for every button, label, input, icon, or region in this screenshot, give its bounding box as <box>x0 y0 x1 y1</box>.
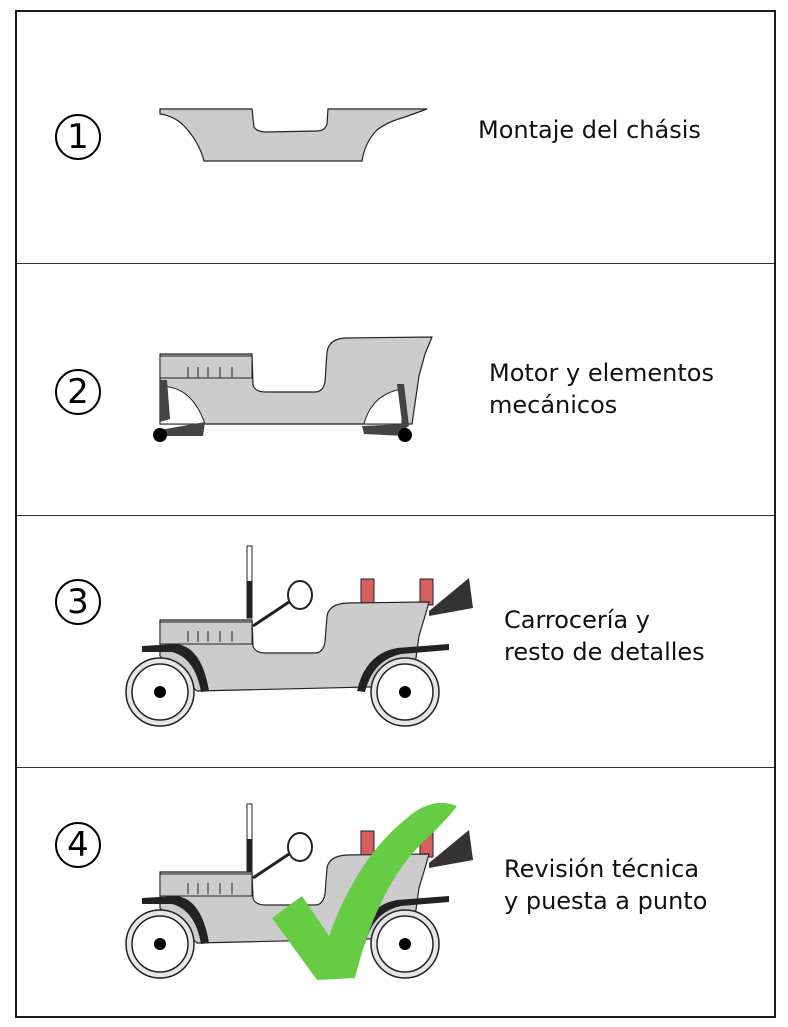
step-3-row <box>17 516 774 768</box>
step-3-number: 3 <box>55 579 101 625</box>
step-1-label-line-1: Montaje del chásis <box>478 116 701 144</box>
step-2-number: 2 <box>55 369 101 415</box>
step-2-row <box>17 264 774 516</box>
engine-chassis-icon <box>17 264 774 516</box>
step-3-label-line-2: resto de detalles <box>504 638 705 666</box>
step-2-label-line-1: Motor y elementos <box>489 359 714 387</box>
step-4-row <box>17 768 774 1018</box>
process-diagram <box>15 10 776 1018</box>
step-4-label-line-1: Revisión técnica <box>504 855 700 883</box>
step-2-label-line-2: mecánicos <box>489 391 618 419</box>
step-4-label-line-2: y puesta a punto <box>504 887 708 915</box>
step-4-number: 4 <box>55 822 101 868</box>
step-1-row <box>17 12 774 264</box>
step-3-label-line-1: Carrocería y <box>504 606 650 634</box>
step-1-number: 1 <box>55 114 101 160</box>
